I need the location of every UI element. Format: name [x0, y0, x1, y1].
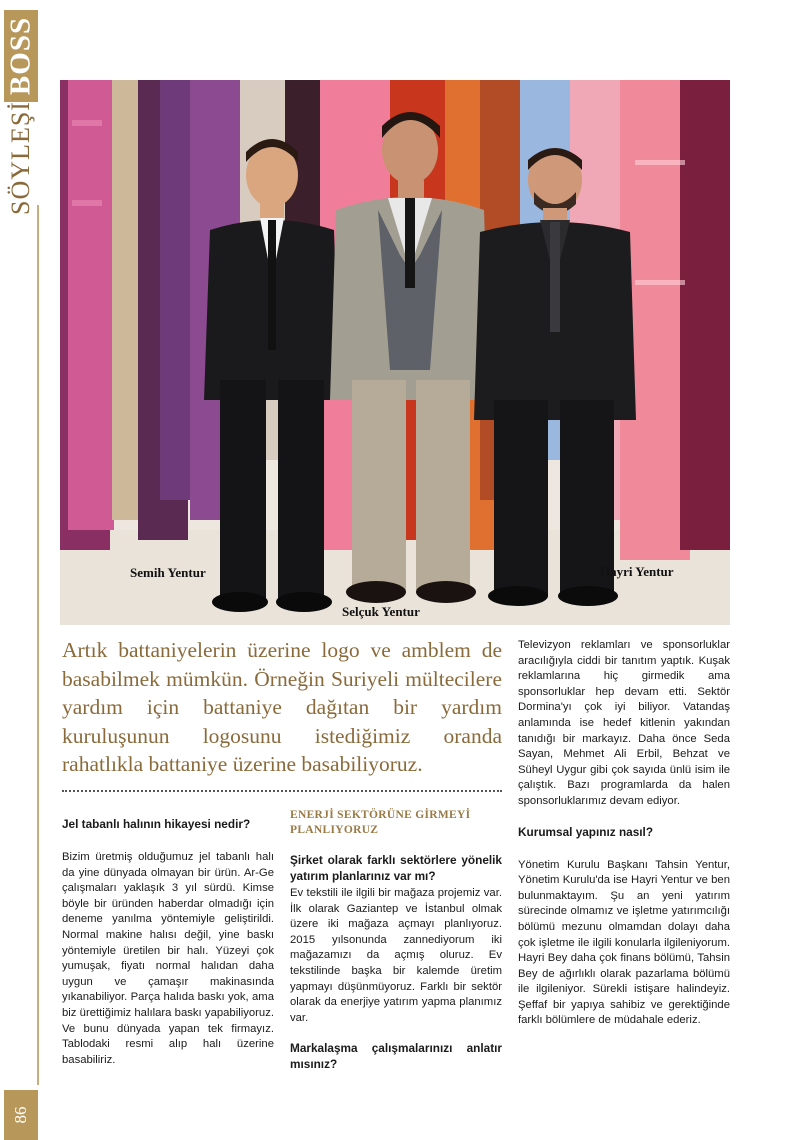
- question-branding: Markalaşma çalışmalarınızı anlatır mısınız?: [290, 1041, 502, 1072]
- column-2: [290, 808, 502, 1074]
- question-corporate: Kurumsal yapınız nasıl?: [518, 824, 654, 839]
- column-3: [518, 638, 730, 1043]
- answer-gel-carpet: Bizim üretmiş olduğumuz jel tabanlı halı da yine dünyada olmayan bir ürün. Ar-Ge çalışmaları yaklaşık 3 yıl sürdü. Kimse böyle bir üründen haberdar olmadığı için deneme yanılma yöntemiyle geliştirildi. Normal makine halısı değil, yine baskı yöntemiyle üretilen bir halı. Yüzeyi çok yumuşak, fiyatı normal halıdan daha uygun ve çamaşır makinasında yıkanabiliyor. Parça halıda baskı yok, ama biz ürettiğimiz halılara baskı yapabiliyoruz. Ve bunu dünyada yapan tek firmayız. Tablodaki resmi alıp halı üzerine basabiliriz.: [62, 851, 274, 1066]
- column-1: [62, 816, 274, 1082]
- question-investment: Şirket olarak farklı sektörlere yönelik yatırım planlarınız var mı?: [290, 853, 502, 883]
- side-divider: [37, 205, 39, 1085]
- photo-illustration: [60, 80, 730, 625]
- interview-photo: [60, 80, 730, 625]
- page-number: 86: [11, 1106, 30, 1124]
- answer-investment: Ev tekstili ile ilgili bir mağaza projemiz var. İlk olarak Gaziantep ve İstanbul olmak üzere iki mağaza açmayı planlıyoruz. 2015 yılsonunda zannediyorum iki mağazamızı da açmış oluruz. Ev tekstilinde başka bir kalemde üretim yapmayı düşünmüyoruz. Farklı bir sektör olarak da enerjiye yatırım yapma planımız var.: [290, 887, 502, 1024]
- dotted-divider: [62, 790, 502, 792]
- section-name: BOSS: [4, 16, 37, 96]
- section-heading-energy: ENERJİ SEKTÖRÜNE GİRMEYİ PLANLIYORUZ: [290, 809, 471, 836]
- pull-quote: Artık battaniyelerin üzerine logo ve amblem de basabilmek mümkün. Örneğin Suriyeli mültecilere yardım için battaniye dağıtan bir yardım kuruluşunun logosunu istediğimiz oranda rahatlıkla battaniye üzerine basabiliyoruz.: [62, 638, 502, 776]
- section-badge: [4, 10, 38, 102]
- answer-branding: Televizyon reklamları ve sponsorluklar aracılığıyla ciddi bir tanıtım yaptık. Kuşak reklamlarına hiç girmedik ama sponsorluklar hep devam etti. Sektör Dormina'yı çok iyi biliyor. Vatandaş anlamında ise hedef kitlenin yakından tanıdığı bir markayız. Daha önce Seda Sayan, Mehmet Ali Erbil, Behzat ve Süheyl Uygur gibi çok sayıda ünlü isim ile çalıştık. Bazı programlarda da halen sponsorluklarımız devam ediyor.: [518, 639, 730, 807]
- caption-center: Selçuk Yentur: [342, 604, 420, 619]
- section-label: [4, 10, 38, 215]
- question-gel-carpet: Jel tabanlı halının hikayesi nedir?: [62, 817, 251, 831]
- section-category: SÖYLEŞİ: [6, 101, 35, 215]
- page-number-badge: [4, 1090, 38, 1140]
- caption-right: Hayri Yentur: [600, 564, 674, 579]
- caption-left: Semih Yentur: [130, 565, 206, 580]
- side-section-tab: [0, 0, 40, 1140]
- answer-corporate: Yönetim Kurulu Başkanı Tahsin Yentur, Yönetim Kurulu'da ise Hayri Yentur ve ben bulunmaktayım. Şu an yeni yatırım sürecinde olmamız ve işletme yatırımcılığı bölümü mezunu olmamdan dolayı daha çok işletme ile ilgili konularla ilgileniyorum. Hayri Bey daha çok finans bölümü, Tahsin Bey de ağırlıklı olarak pazarlama bölümü ile ilgileniyor. Sürekli istişare halindeyiz. Şeffaf bir yapıya sahibiz ve gerektiğinde farklı bölümlere de müdahale ederiz.: [518, 858, 730, 1027]
